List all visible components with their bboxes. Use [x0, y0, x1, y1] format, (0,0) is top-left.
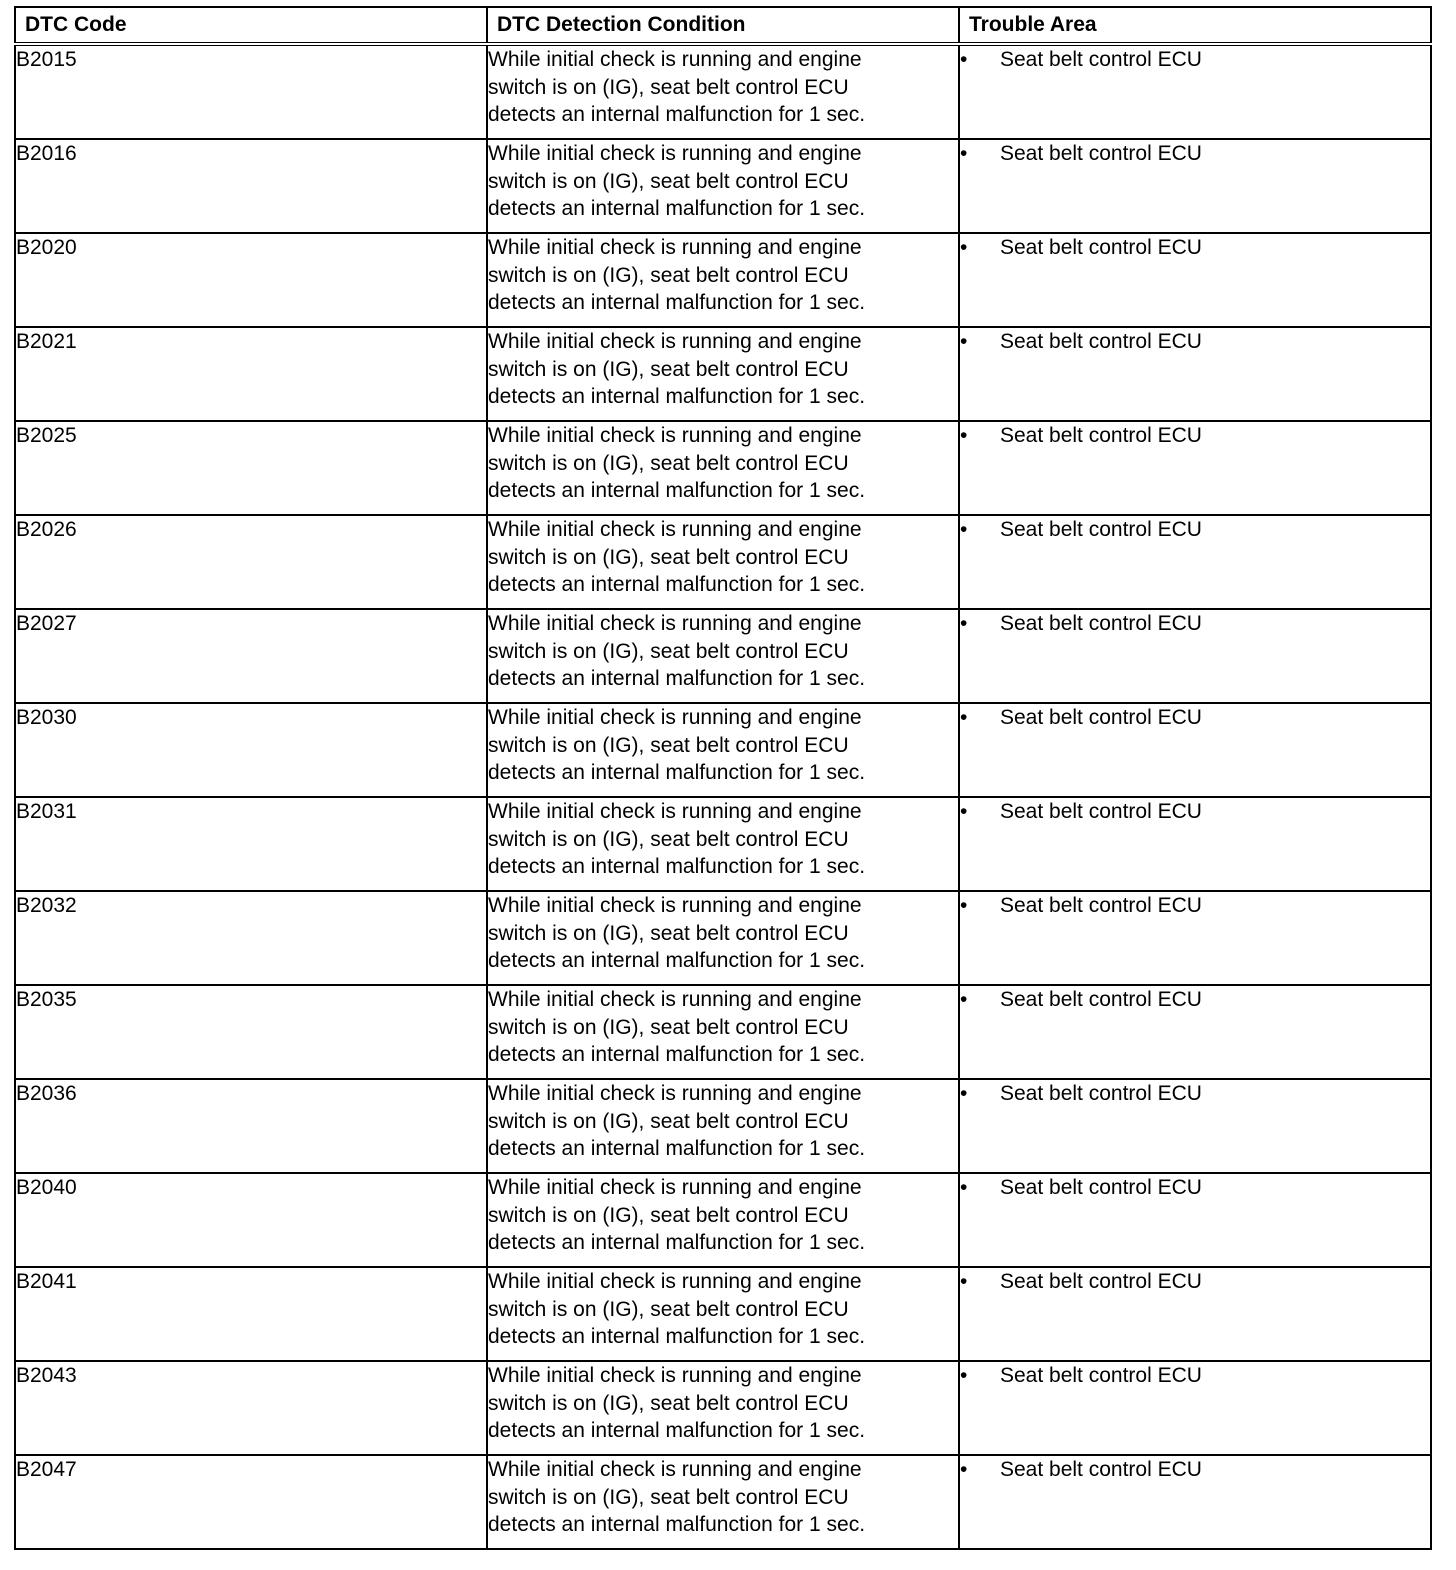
- trouble-area-cell: [959, 1079, 1431, 1173]
- trouble-area-cell: [959, 703, 1431, 797]
- condition-text: While initial check is running and engine switch is on (IG), seat belt control ECU detects an internal malfunction for 1 sec.: [488, 330, 866, 408]
- condition-cell: [487, 1079, 959, 1173]
- dtc-code-cell: B2032: [15, 891, 487, 985]
- table-row: [15, 1267, 1431, 1361]
- condition-text: While initial check is running and engine switch is on (IG), seat belt control ECU detects an internal malfunction for 1 sec.: [488, 424, 866, 502]
- condition-text: While initial check is running and engine switch is on (IG), seat belt control ECU detects an internal malfunction for 1 sec.: [488, 236, 866, 314]
- trouble-area-text: Seat belt control ECU: [1000, 518, 1202, 541]
- table-row: [15, 421, 1431, 515]
- condition-text: While initial check is running and engine switch is on (IG), seat belt control ECU detects an internal malfunction for 1 sec.: [488, 612, 866, 690]
- table-header: [15, 7, 1431, 44]
- trouble-area-text: Seat belt control ECU: [1000, 1364, 1202, 1387]
- table-body: [15, 44, 1431, 1549]
- condition-cell: [487, 139, 959, 233]
- trouble-area-cell: [959, 44, 1431, 139]
- dtc-code-cell: B2041: [15, 1267, 487, 1361]
- header-trouble-area: Trouble Area: [959, 7, 1431, 44]
- bullet-icon: •: [960, 1458, 968, 1481]
- bullet-icon: •: [960, 1176, 968, 1199]
- bullet-item: [960, 986, 1430, 1014]
- trouble-area-text: Seat belt control ECU: [1000, 142, 1202, 165]
- bullet-icon: •: [960, 1082, 968, 1105]
- bullet-icon: •: [960, 800, 968, 823]
- bullet-item: [960, 704, 1430, 732]
- trouble-area-text: Seat belt control ECU: [1000, 800, 1202, 823]
- bullet-item: [960, 46, 1430, 74]
- table-row: [15, 327, 1431, 421]
- bullet-item: [960, 1362, 1430, 1390]
- bullet-icon: •: [960, 330, 968, 353]
- trouble-area-text: Seat belt control ECU: [1000, 236, 1202, 259]
- trouble-area-cell: [959, 985, 1431, 1079]
- condition-text: While initial check is running and engine switch is on (IG), seat belt control ECU detects an internal malfunction for 1 sec.: [488, 1082, 866, 1160]
- trouble-area-cell: [959, 139, 1431, 233]
- trouble-area-cell: [959, 1361, 1431, 1455]
- condition-text: While initial check is running and engine switch is on (IG), seat belt control ECU detects an internal malfunction for 1 sec.: [488, 800, 866, 878]
- trouble-area-text: Seat belt control ECU: [1000, 1176, 1202, 1199]
- dtc-code-cell: B2020: [15, 233, 487, 327]
- condition-cell: [487, 1361, 959, 1455]
- table-row: [15, 1079, 1431, 1173]
- trouble-area-text: Seat belt control ECU: [1000, 1458, 1202, 1481]
- trouble-area-cell: [959, 233, 1431, 327]
- table-row: [15, 44, 1431, 139]
- trouble-area-cell: [959, 1455, 1431, 1549]
- condition-text: While initial check is running and engine switch is on (IG), seat belt control ECU detects an internal malfunction for 1 sec.: [488, 988, 866, 1066]
- condition-text: While initial check is running and engine switch is on (IG), seat belt control ECU detects an internal malfunction for 1 sec.: [488, 48, 866, 126]
- bullet-item: [960, 892, 1430, 920]
- condition-cell: [487, 44, 959, 139]
- dtc-code-cell: B2025: [15, 421, 487, 515]
- trouble-area-text: Seat belt control ECU: [1000, 48, 1202, 71]
- trouble-area-text: Seat belt control ECU: [1000, 424, 1202, 447]
- header-row: [15, 7, 1431, 44]
- trouble-area-text: Seat belt control ECU: [1000, 612, 1202, 635]
- bullet-icon: •: [960, 894, 968, 917]
- bullet-item: [960, 328, 1430, 356]
- header-detection-condition: DTC Detection Condition: [487, 7, 959, 44]
- condition-text: While initial check is running and engine switch is on (IG), seat belt control ECU detects an internal malfunction for 1 sec.: [488, 518, 866, 596]
- trouble-area-text: Seat belt control ECU: [1000, 1082, 1202, 1105]
- bullet-icon: •: [960, 424, 968, 447]
- table-row: [15, 139, 1431, 233]
- dtc-code-cell: B2030: [15, 703, 487, 797]
- table-row: [15, 233, 1431, 327]
- table-row: [15, 609, 1431, 703]
- trouble-area-cell: [959, 327, 1431, 421]
- bullet-item: [960, 1268, 1430, 1296]
- table-row: [15, 891, 1431, 985]
- bullet-icon: •: [960, 1270, 968, 1293]
- bullet-icon: •: [960, 142, 968, 165]
- dtc-code-cell: B2031: [15, 797, 487, 891]
- bullet-icon: •: [960, 518, 968, 541]
- condition-cell: [487, 797, 959, 891]
- bullet-icon: •: [960, 48, 968, 71]
- bullet-item: [960, 234, 1430, 262]
- condition-text: While initial check is running and engine switch is on (IG), seat belt control ECU detects an internal malfunction for 1 sec.: [488, 142, 866, 220]
- condition-cell: [487, 233, 959, 327]
- condition-text: While initial check is running and engine switch is on (IG), seat belt control ECU detects an internal malfunction for 1 sec.: [488, 1458, 866, 1536]
- bullet-item: [960, 798, 1430, 826]
- trouble-area-text: Seat belt control ECU: [1000, 706, 1202, 729]
- table-row: [15, 1455, 1431, 1549]
- bullet-item: [960, 1174, 1430, 1202]
- condition-text: While initial check is running and engine switch is on (IG), seat belt control ECU detects an internal malfunction for 1 sec.: [488, 706, 866, 784]
- trouble-area-text: Seat belt control ECU: [1000, 1270, 1202, 1293]
- condition-cell: [487, 891, 959, 985]
- condition-text: While initial check is running and engine switch is on (IG), seat belt control ECU detects an internal malfunction for 1 sec.: [488, 1364, 866, 1442]
- trouble-area-text: Seat belt control ECU: [1000, 988, 1202, 1011]
- bullet-item: [960, 1456, 1430, 1484]
- table-row: [15, 797, 1431, 891]
- condition-cell: [487, 985, 959, 1079]
- bullet-item: [960, 140, 1430, 168]
- trouble-area-cell: [959, 609, 1431, 703]
- trouble-area-cell: [959, 891, 1431, 985]
- dtc-code-cell: B2026: [15, 515, 487, 609]
- bullet-icon: •: [960, 1364, 968, 1387]
- trouble-area-cell: [959, 515, 1431, 609]
- table-row: [15, 985, 1431, 1079]
- condition-cell: [487, 421, 959, 515]
- dtc-code-cell: B2021: [15, 327, 487, 421]
- table-row: [15, 1361, 1431, 1455]
- bullet-icon: •: [960, 612, 968, 635]
- table-row: [15, 703, 1431, 797]
- table-row: [15, 515, 1431, 609]
- trouble-area-cell: [959, 1173, 1431, 1267]
- bullet-icon: •: [960, 988, 968, 1011]
- trouble-area-cell: [959, 1267, 1431, 1361]
- trouble-area-cell: [959, 421, 1431, 515]
- dtc-table: [14, 6, 1432, 1550]
- bullet-item: [960, 422, 1430, 450]
- bullet-icon: •: [960, 706, 968, 729]
- bullet-icon: •: [960, 236, 968, 259]
- condition-cell: [487, 609, 959, 703]
- trouble-area-text: Seat belt control ECU: [1000, 330, 1202, 353]
- header-dtc-code: DTC Code: [15, 7, 487, 44]
- dtc-code-cell: B2016: [15, 139, 487, 233]
- condition-text: While initial check is running and engine switch is on (IG), seat belt control ECU detects an internal malfunction for 1 sec.: [488, 1270, 866, 1348]
- dtc-code-cell: B2015: [15, 44, 487, 139]
- condition-text: While initial check is running and engine switch is on (IG), seat belt control ECU detects an internal malfunction for 1 sec.: [488, 1176, 866, 1254]
- condition-cell: [487, 1267, 959, 1361]
- table-row: [15, 1173, 1431, 1267]
- condition-text: While initial check is running and engine switch is on (IG), seat belt control ECU detects an internal malfunction for 1 sec.: [488, 894, 866, 972]
- trouble-area-cell: [959, 797, 1431, 891]
- condition-cell: [487, 327, 959, 421]
- dtc-code-cell: B2043: [15, 1361, 487, 1455]
- condition-cell: [487, 1173, 959, 1267]
- bullet-item: [960, 1080, 1430, 1108]
- dtc-code-cell: B2047: [15, 1455, 487, 1549]
- trouble-area-text: Seat belt control ECU: [1000, 894, 1202, 917]
- dtc-code-cell: B2036: [15, 1079, 487, 1173]
- bullet-item: [960, 610, 1430, 638]
- condition-cell: [487, 515, 959, 609]
- dtc-code-cell: B2035: [15, 985, 487, 1079]
- condition-cell: [487, 1455, 959, 1549]
- dtc-code-cell: B2040: [15, 1173, 487, 1267]
- dtc-code-cell: B2027: [15, 609, 487, 703]
- condition-cell: [487, 703, 959, 797]
- bullet-item: [960, 516, 1430, 544]
